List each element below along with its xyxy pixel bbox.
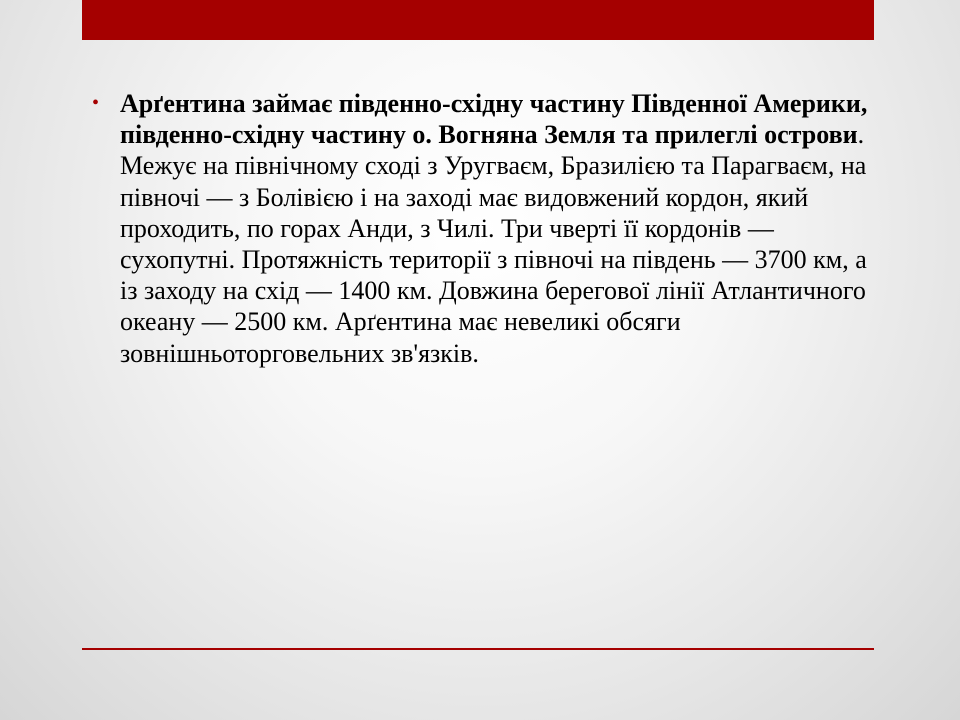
top-accent-bar [82, 0, 874, 40]
bold-lead-text: Арґентина займає південно-східну частину Південної Америки, південно-східну частину о. Вогняна Земля та прилеглі острови [120, 89, 868, 150]
body-text: . Межує на північному сході з Уругваєм, Бразилією та Парагваєм, на півночі — з Болівією і на заході має видовжений кордон, який проходить, по горах Анди, з Чилі. Три чверті її кордонів — сухопутні. Протяжність території з півночі на південь — 3700 км, а із заходу на схід — 1400 км. Довжина берегової лінії Атлантичного океану — 2500 км. Арґентина має невеликі обсяги зовнішньоторговельних зв'язків. [120, 120, 867, 368]
bullet-icon: • [92, 92, 100, 114]
bullet-paragraph [90, 88, 880, 369]
slide-content [90, 88, 880, 369]
bottom-accent-line [82, 648, 874, 650]
